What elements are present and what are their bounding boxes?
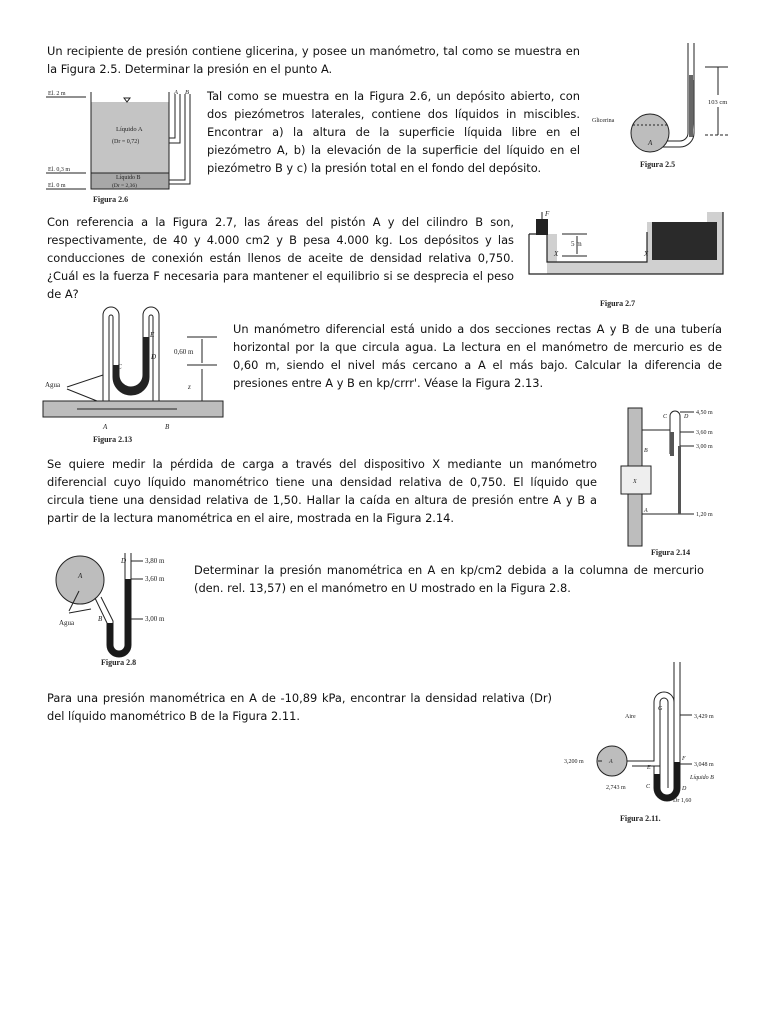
- figure-2-7: [527, 212, 727, 312]
- fig214-h3: 3,00 m: [696, 444, 713, 450]
- fig213-dim: 0,60 m: [174, 348, 194, 356]
- fig211-g: G: [658, 706, 663, 712]
- fig211-a: A: [609, 759, 613, 765]
- fig211-caption: Figura 2.11.: [620, 814, 661, 823]
- fig213-caption: Figura 2.13: [93, 435, 133, 444]
- fig211-h1: 3,429 m: [694, 714, 714, 720]
- fig211-h2: 3,200 m: [564, 759, 584, 765]
- fig214-a: A: [644, 508, 648, 514]
- fig26-el-bot: El. 0 m: [48, 183, 66, 189]
- fig26-liquid-b: Líquido B: [116, 175, 141, 181]
- problem-6-text: Determinar la presión manométrica en A en kp/cm2 debida a la columna de mercurio (den. rel. 13,57) en el manómetro en U mostrado en la Figura 2.8.: [194, 563, 704, 595]
- fig27-caption: Figura 2.7: [600, 299, 636, 308]
- fig28-a: A: [78, 572, 83, 580]
- fig28-h1: 3,80 m: [145, 557, 165, 565]
- fig214-h1: 4,50 m: [696, 410, 713, 416]
- fig213-e: E: [150, 331, 155, 339]
- fig26-el-mid: El. 0,3 m: [48, 167, 70, 173]
- fig26-dr-a: (Dr = 0,72): [112, 139, 140, 145]
- fig213-z: z: [188, 383, 191, 391]
- fig28-b: B: [98, 615, 103, 623]
- fig27-dim: 5 m: [571, 240, 582, 248]
- fig27-xa: X: [554, 250, 559, 258]
- fig213-a: A: [103, 423, 108, 431]
- fig213-b: B: [165, 423, 170, 431]
- problem-3-text: Con referencia a la Figura 2.7, las áreas del pistón A y del cilindro B son, respectivamente, de 40 y 4.000 cm2 y B pesa 4.000 kg. Los depósitos y las conducciones de conexión están llenos de aceite de densidad relativa 0,750. ¿Cuál es la fuerza F necesaria para mantener el equilibrio si se desprecia el peso de A?: [47, 215, 514, 301]
- fig211-dr: Dr 1,60: [673, 798, 692, 804]
- figure-2-8: [45, 553, 190, 683]
- figure-2-5: [590, 35, 740, 175]
- fig26-el-top: El. 2 m: [48, 91, 66, 97]
- fig25-caption: Figura 2.5: [640, 160, 676, 169]
- fig26-dr-b: (Dr = 2,36): [112, 183, 137, 189]
- fig26-label-a: A: [174, 89, 178, 96]
- fig26-caption: Figura 2.6: [93, 195, 129, 204]
- fig28-h2: 3,60 m: [145, 575, 165, 583]
- fig211-c: C: [646, 784, 651, 790]
- figure-2-14: [618, 404, 728, 559]
- figure-2-13: [37, 305, 227, 445]
- problem-2-text: Tal como se muestra en la Figura 2.6, un depósito abierto, con dos piezómetros laterales, contiene dos líquidos in miscibles. Encontrar a) la altura de la superficie líquida libre en el piezómetro A, b) la elevación de la superficie del líquido en el piezómetro B y c) la presión total en el fondo del depósito.: [207, 89, 580, 175]
- fig213-water: Agua: [45, 381, 61, 389]
- fig25-glicerina-label: Glicerina: [592, 118, 615, 124]
- fig211-e: E: [647, 765, 651, 771]
- fig213-c: C: [117, 363, 122, 371]
- fig214-h4: 1,20 m: [696, 512, 713, 518]
- fig28-h3: 3,00 m: [145, 615, 165, 623]
- fig28-water: Agua: [59, 619, 75, 627]
- fig214-x: X: [633, 479, 637, 485]
- fig25-dim: 103 cm: [708, 99, 728, 106]
- fig27-force: F: [545, 210, 550, 218]
- fig213-d: D: [151, 353, 157, 361]
- fig214-b: B: [644, 448, 648, 454]
- problem-1-text: Un recipiente de presión contiene glicerina, y posee un manómetro, tal como se muestra en la Figura 2.5. Determinar la presión en el punto A.: [47, 44, 580, 76]
- problem-7-text: Para una presión manométrica en A de -10,89 kPa, encontrar la densidad relativa (Dr) del líquido manométrico B de la Figura 2.11.: [47, 691, 552, 723]
- fig211-h3: 3,048 m: [694, 762, 714, 768]
- problem-4-text: Un manómetro diferencial está unido a dos secciones rectas A y B de una tubería horizontal por la que circula agua. La lectura en el manómetro de mercurio es de 0,60 m, siendo el nivel más cercano a A el más bajo. Calcular la diferencia de presiones entre A y B en kp/crrr'. Véase la Figura 2.13.: [233, 322, 722, 390]
- fig25-point-a: A: [648, 139, 653, 147]
- fig211-d: D: [682, 786, 687, 792]
- fig211-aire: Aire: [625, 714, 636, 720]
- fig27-xb: X: [644, 250, 649, 258]
- fig214-d: D: [684, 414, 689, 420]
- fig26-label-b: B: [185, 89, 189, 96]
- fig214-c: C: [663, 414, 668, 420]
- fig211-liq-b: Líquido B: [690, 775, 714, 781]
- fig28-d: D: [121, 557, 127, 565]
- fig211-f: F: [682, 756, 686, 762]
- problem-5-text: Se quiere medir la pérdida de carga a través del dispositivo X mediante un manómetro diferencial cuyo líquido manométrico tiene una densidad relativa de 0,750. El líquido que circula tiene una densidad relativa de 1,50. Hallar la caída en altura de presión entre A y B a partir de la lectura manométrica en el aire, mostrada en la Figura 2.14.: [47, 457, 597, 525]
- fig211-h4: 2,743 m: [606, 785, 626, 791]
- figure-2-6: [46, 88, 206, 206]
- fig214-caption: Figura 2.14: [651, 548, 691, 557]
- figure-2-11: [562, 662, 727, 827]
- fig214-h2: 3,60 m: [696, 430, 713, 436]
- fig28-caption: Figura 2.8: [101, 658, 137, 667]
- fig26-liquid-a: Líquido A: [116, 126, 143, 133]
